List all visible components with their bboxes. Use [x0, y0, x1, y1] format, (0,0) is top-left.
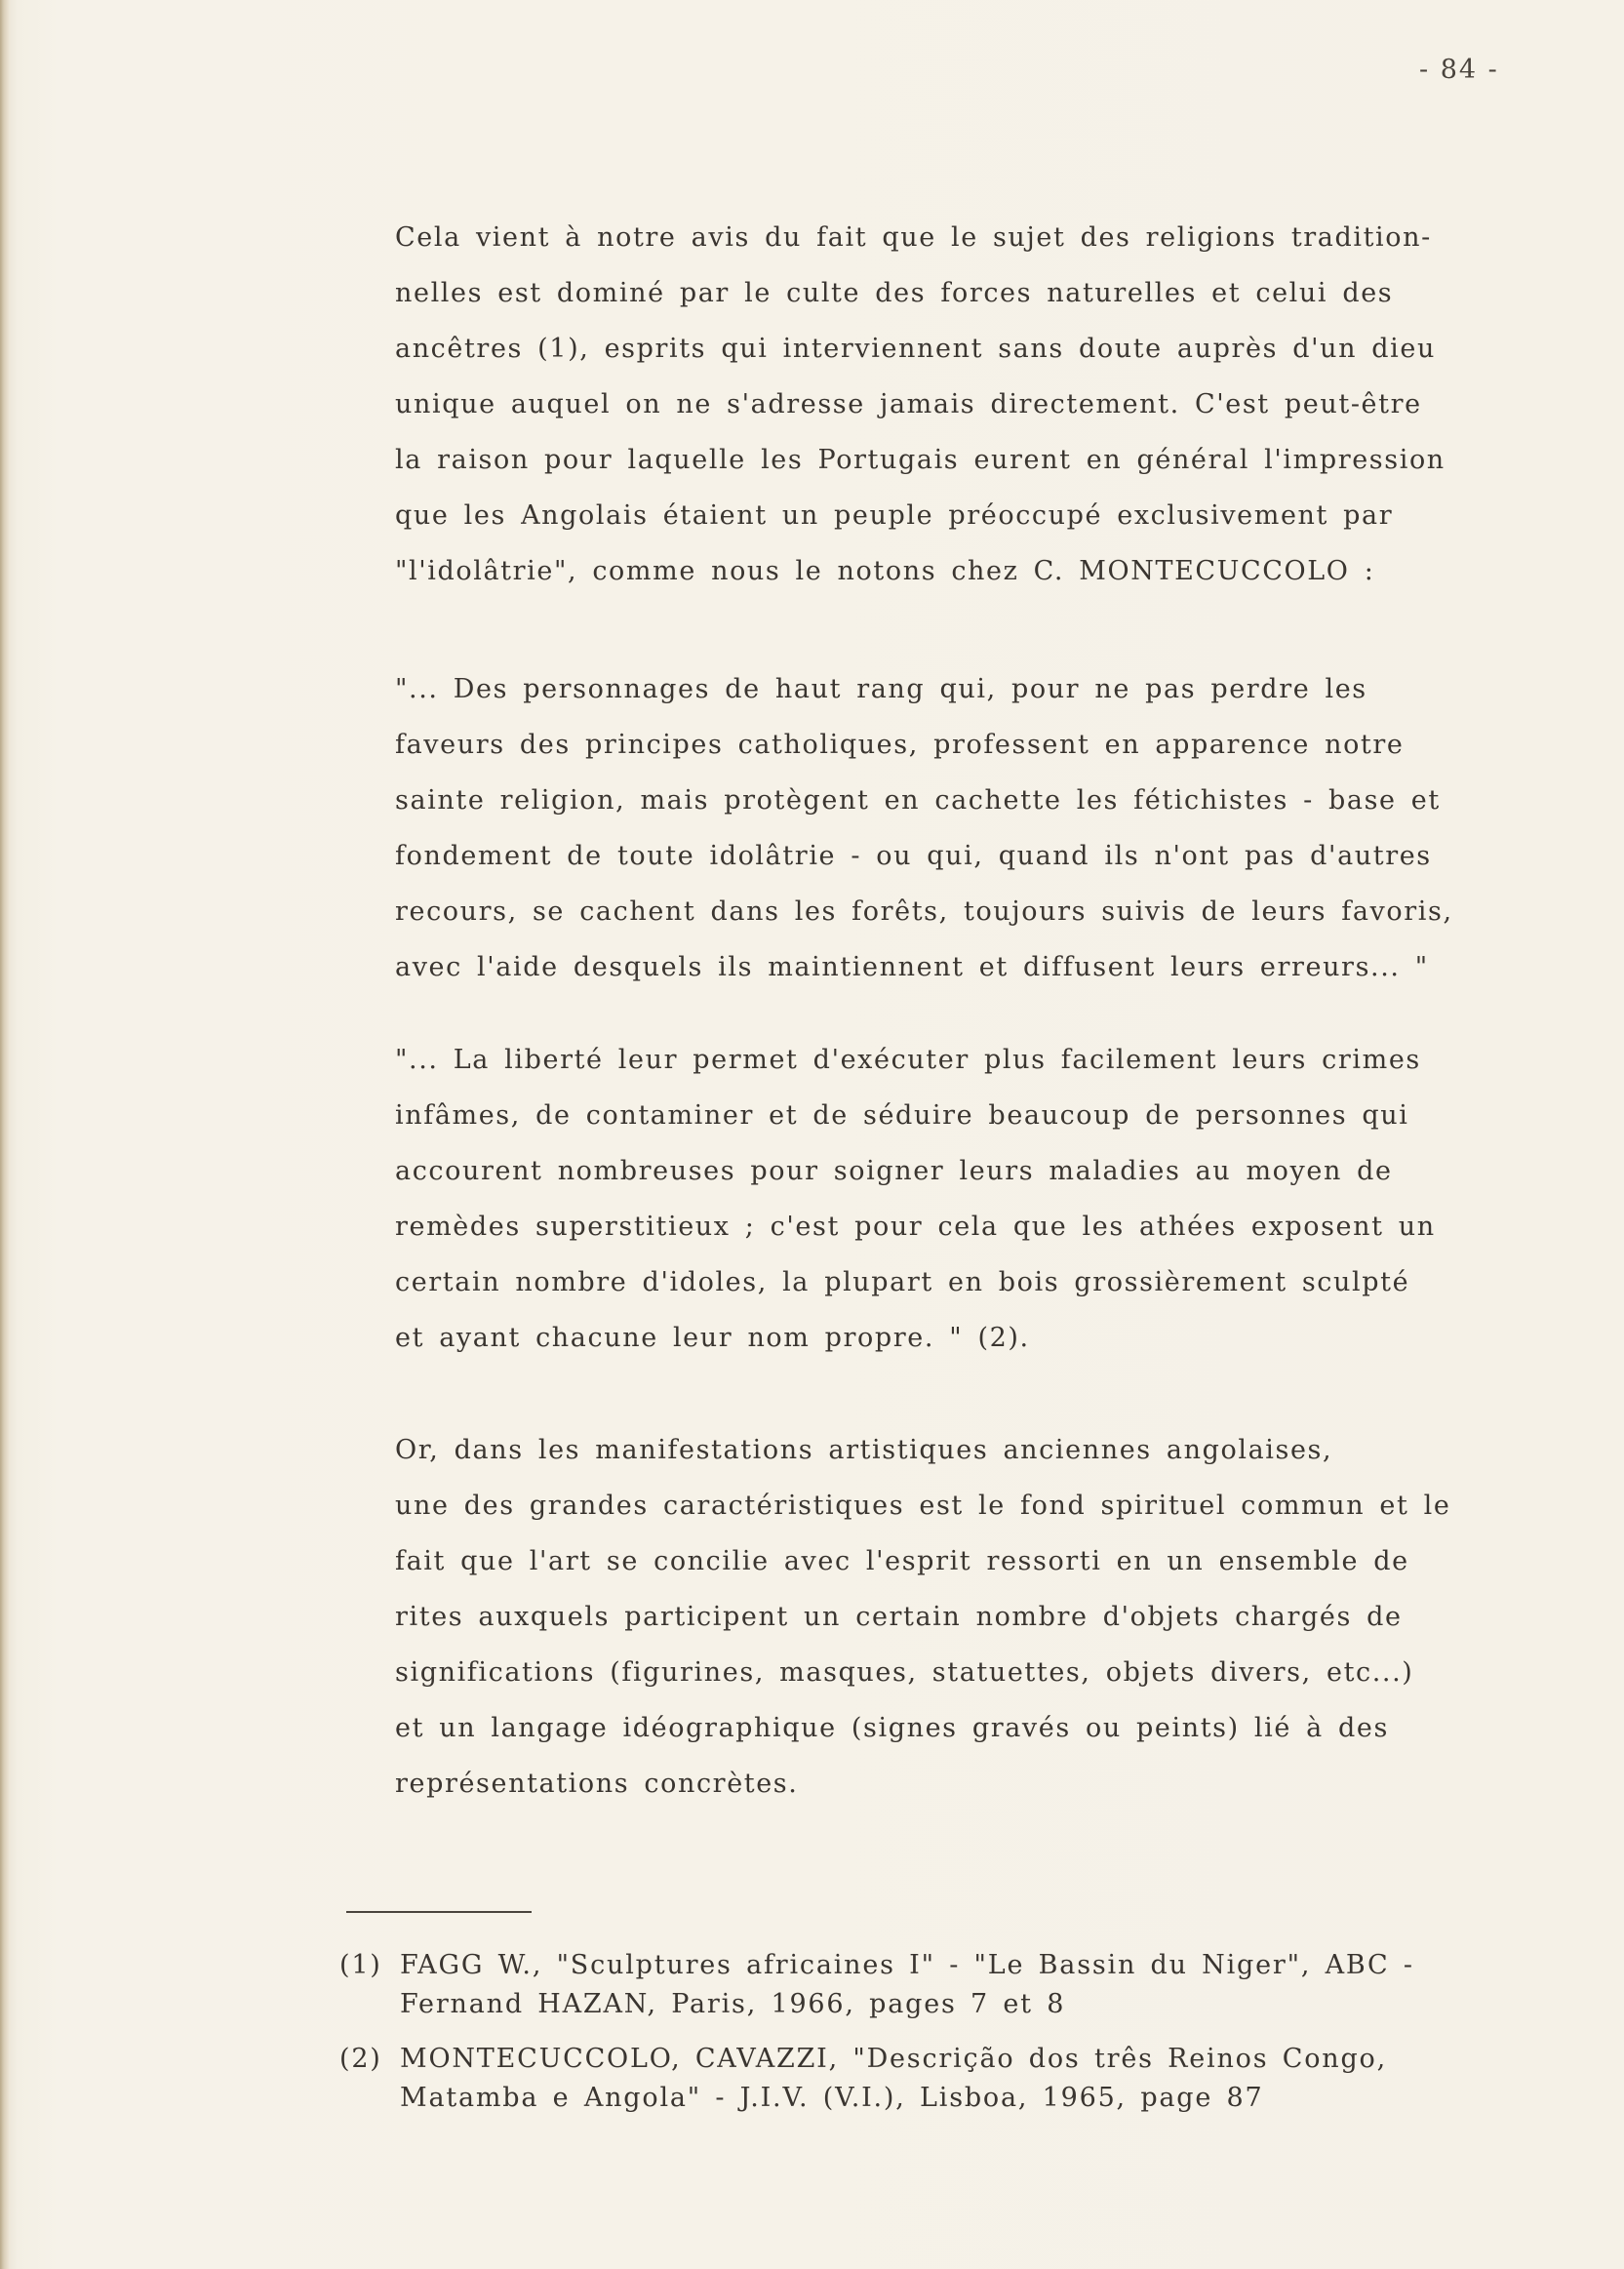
footnotes: [339, 1946, 1588, 2133]
text-line: unique auquel on ne s'adresse jamais directement. C'est peut-être: [395, 389, 1422, 419]
text-line: infâmes, de contaminer et de séduire beaucoup de personnes qui: [395, 1100, 1409, 1131]
footnote-divider: [346, 1911, 532, 1913]
footnote-line: Matamba e Angola" - J.I.V. (V.I.), Lisboa, 1965, page 87: [400, 2083, 1264, 2113]
text-line: Cela vient à notre avis du fait que le sujet des religions tradition-: [395, 222, 1432, 253]
text-line: que les Angolais étaient un peuple préoccupé exclusivement par: [395, 500, 1394, 531]
footnote-text: [400, 2040, 1387, 2118]
footnote-text: [400, 1946, 1414, 2024]
text-line: nelles est dominé par le culte des forces naturelles et celui des: [395, 278, 1394, 308]
page-edge: [0, 0, 10, 2269]
text-line: "l'idolâtrie", comme nous le notons chez C. MONTECUCCOLO :: [395, 556, 1375, 586]
footnote-line: FAGG W., "Sculptures africaines I" - "Le Bassin du Niger", ABC -: [400, 1950, 1414, 1980]
footnote-line: Fernand HAZAN, Paris, 1966, pages 7 et 8: [400, 1989, 1066, 2019]
paragraph-2: [395, 1422, 1565, 1811]
text-line: ancêtres (1), esprits qui interviennent sans doute auprès d'un dieu: [395, 334, 1436, 364]
quotation-1: [395, 661, 1565, 995]
footnote-number: (2): [339, 2044, 382, 2074]
text-line: remèdes superstitieux ; c'est pour cela que les athées exposent un: [395, 1212, 1436, 1242]
footnote: [339, 1946, 1588, 2024]
text-line: représentations concrètes.: [395, 1769, 799, 1799]
text-line: rites auxquels participent un certain nombre d'objets chargés de: [395, 1602, 1403, 1632]
text-line: avec l'aide desquels ils maintiennent et diffusent leurs erreurs... ": [395, 952, 1429, 982]
quotation-2: [395, 1032, 1565, 1366]
text-line: et ayant chacune leur nom propre. " (2).: [395, 1323, 1030, 1353]
text-line: sainte religion, mais protègent en cachette les fétichistes - base et: [395, 785, 1441, 816]
footnote-number: (1): [339, 1950, 382, 1980]
text-line: accourent nombreuses pour soigner leurs maladies au moyen de: [395, 1156, 1393, 1186]
text-line: Or, dans les manifestations artistiques anciennes angolaises,: [395, 1435, 1333, 1465]
paragraph-1: [395, 210, 1565, 599]
text-line: significations (figurines, masques, statuettes, objets divers, etc...): [395, 1657, 1414, 1688]
footnote: [339, 2040, 1588, 2118]
footnote-line: MONTECUCCOLO, CAVAZZI, "Descrição dos três Reinos Congo,: [400, 2044, 1387, 2074]
text-line: "... La liberté leur permet d'exécuter plus facilement leurs crimes: [395, 1045, 1421, 1075]
text-line: et un langage idéographique (signes gravés ou peints) lié à des: [395, 1713, 1389, 1743]
text-line: fait que l'art se concilie avec l'esprit ressorti en un ensemble de: [395, 1546, 1409, 1576]
text-line: faveurs des principes catholiques, professent en apparence notre: [395, 730, 1405, 760]
text-line: certain nombre d'idoles, la plupart en bois grossièrement sculpté: [395, 1267, 1410, 1297]
text-line: la raison pour laquelle les Portugais eurent en général l'impression: [395, 445, 1446, 475]
page-number: - 84 -: [1419, 55, 1499, 85]
text-line: recours, se cachent dans les forêts, toujours suivis de leurs favoris,: [395, 896, 1453, 927]
text-line: fondement de toute idolâtrie - ou qui, quand ils n'ont pas d'autres: [395, 841, 1432, 871]
text-line: une des grandes caractéristiques est le fond spirituel commun et le: [395, 1491, 1451, 1521]
text-line: "... Des personnages de haut rang qui, pour ne pas perdre les: [395, 674, 1367, 704]
